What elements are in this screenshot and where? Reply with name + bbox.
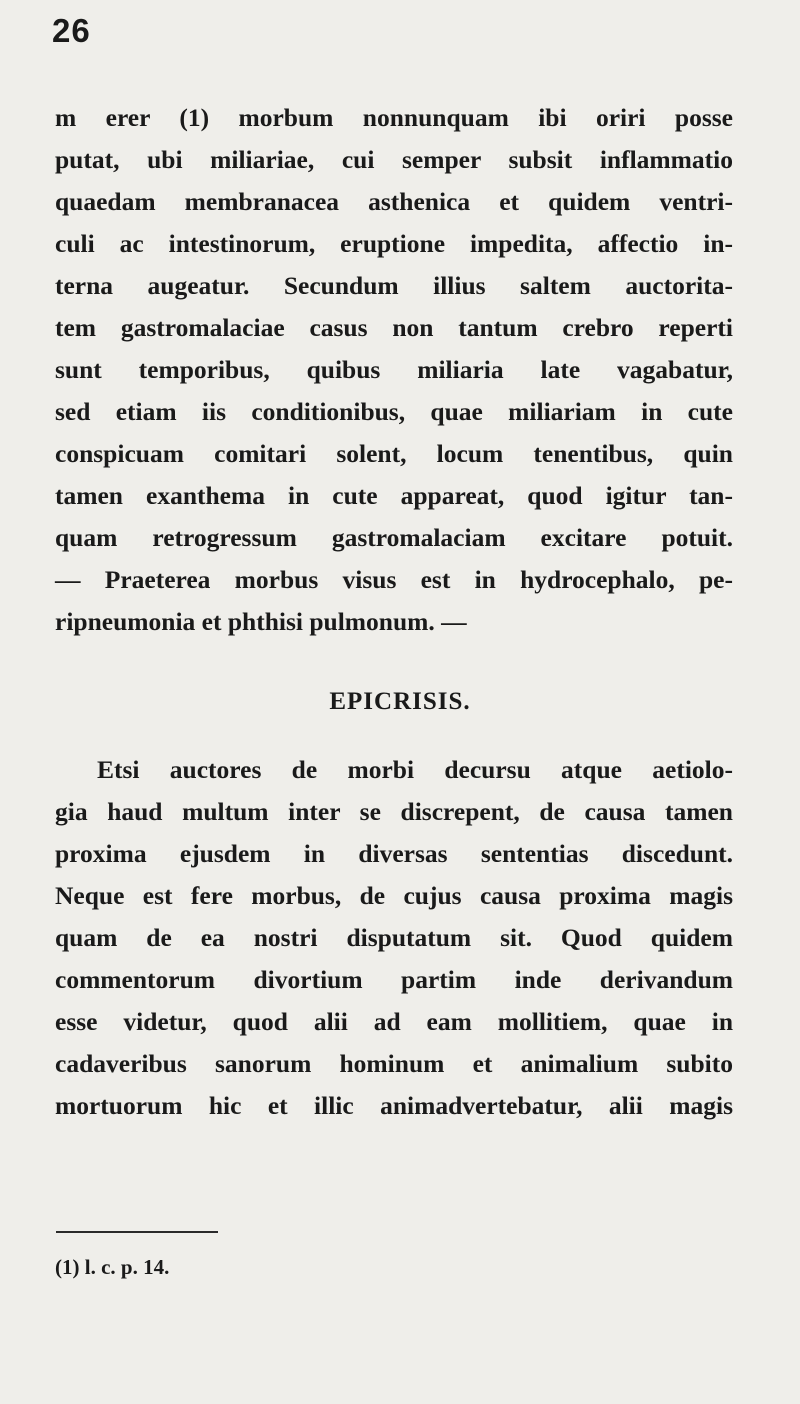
text-line: quam de ea nostri disputatum sit. Quod quidem: [55, 923, 733, 952]
section-heading: EPICRISIS.: [329, 688, 471, 715]
text-line: tem gastromalaciae casus non tantum crebro reperti: [55, 313, 733, 342]
text-line: gia haud multum inter se discrepent, de causa tamen: [55, 797, 733, 826]
text-line: cadaveribus sanorum hominum et animalium subito: [55, 1049, 733, 1078]
text-line: Neque est fere morbus, de cujus causa proxima magis: [55, 881, 733, 910]
text-line: quam retrogressum gastromalaciam excitare potuit.: [55, 523, 733, 552]
text-line: conspicuam comitari solent, locum tenentibus, quin: [55, 439, 733, 468]
text-line: culi ac intestinorum, eruptione impedita, affectio in-: [55, 229, 733, 258]
text-line: mortuorum hic et illic animadvertebatur, alii magis: [55, 1091, 733, 1120]
paragraph-main: [55, 97, 733, 643]
text-line: Etsi auctores de morbi decursu atque aetiolo-: [97, 755, 733, 784]
text-line: tamen exanthema in cute appareat, quod igitur tan-: [55, 481, 733, 510]
text-line: quaedam membranacea asthenica et quidem ventri-: [55, 187, 733, 216]
text-line: putat, ubi miliariae, cui semper subsit inflammatio: [55, 145, 733, 174]
text-line: terna augeatur. Secundum illius saltem auctorita-: [55, 271, 733, 300]
text-line: sunt temporibus, quibus miliaria late vagabatur,: [55, 355, 733, 384]
text-line: esse videtur, quod alii ad eam mollitiem, quae in: [55, 1007, 733, 1036]
paragraph-epicrisis: [55, 749, 733, 1127]
footnote: (1) l. c. p. 14.: [55, 1255, 170, 1279]
footnote-divider: [56, 1231, 218, 1233]
page-number: 26: [52, 12, 91, 49]
text-line: m erer (1) morbum nonnunquam ibi oriri posse: [55, 103, 733, 132]
text-line: sed etiam iis conditionibus, quae miliariam in cute: [55, 397, 733, 426]
text-line: ripneumonia et phthisi pulmonum. —: [55, 607, 467, 636]
text-line: commentorum divortium partim inde derivandum: [55, 965, 733, 994]
text-line: proxima ejusdem in diversas sententias discedunt.: [55, 839, 733, 868]
text-line: — Praeterea morbus visus est in hydrocephalo, pe-: [55, 565, 733, 594]
